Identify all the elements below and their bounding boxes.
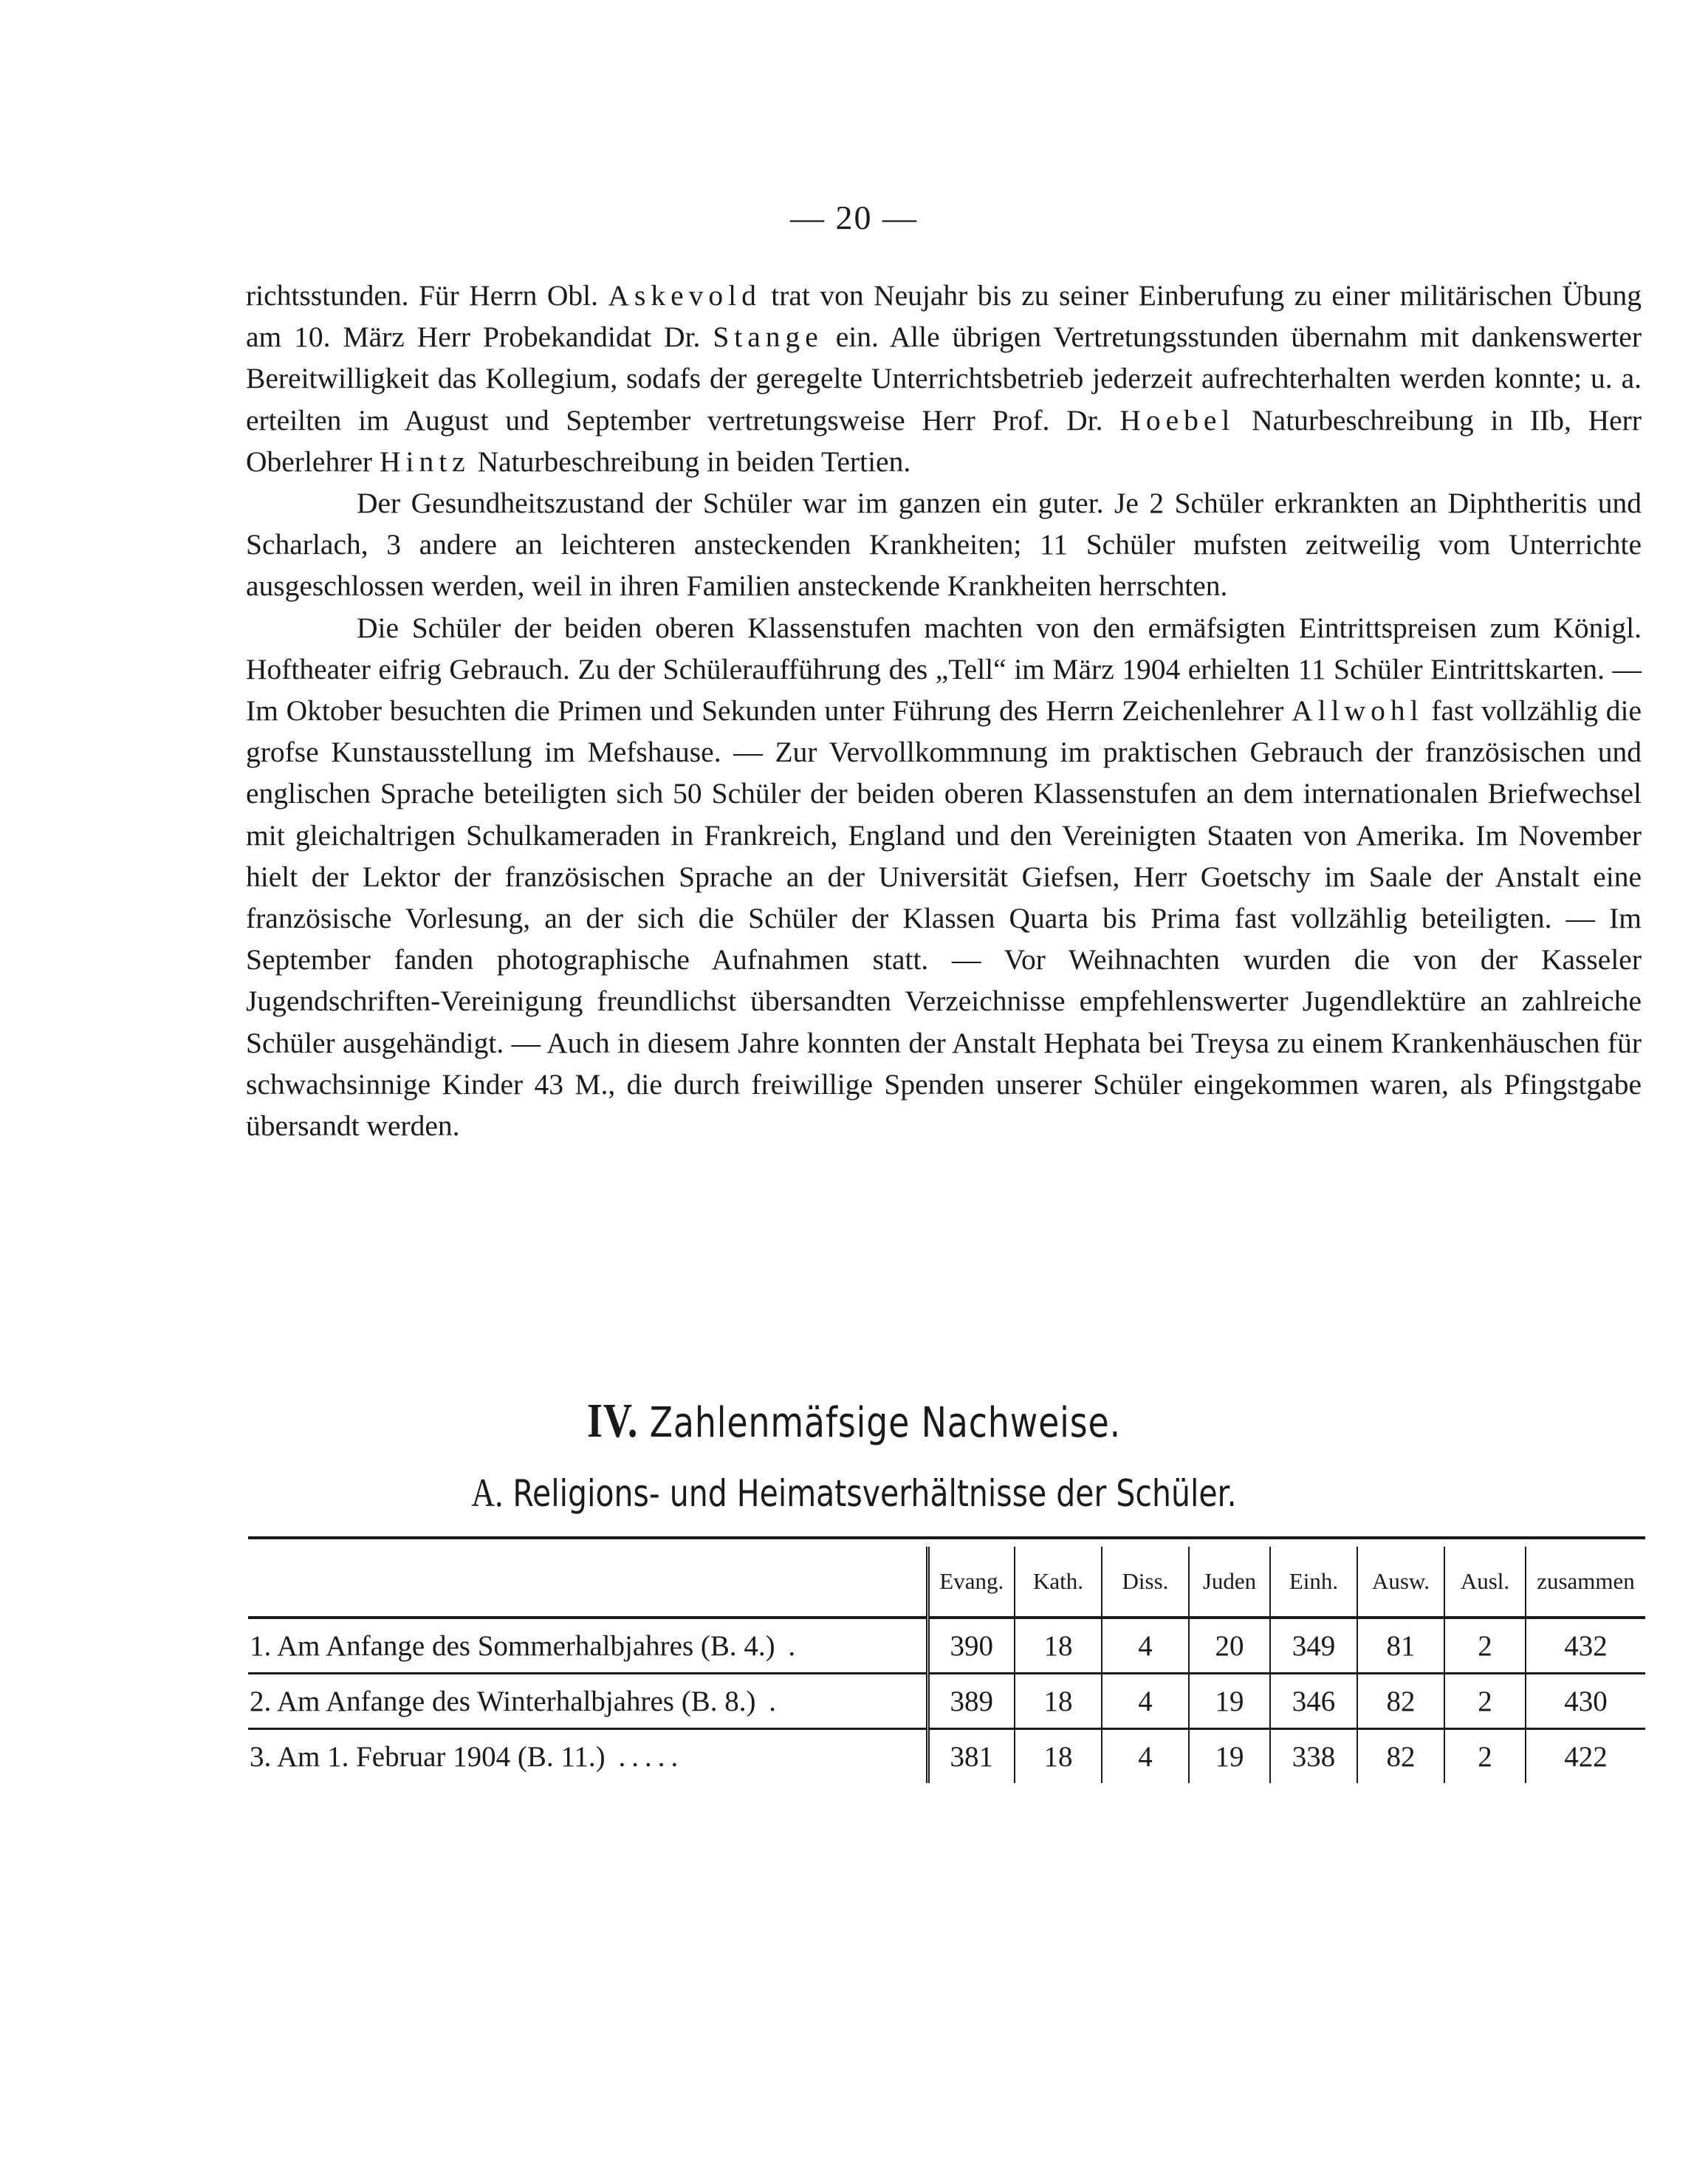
text-segment: Der Gesundheitszustand der Schüler war im ganzen ein guter. Je 2 Schüler erkrankten an Diphtheritis und Scharlach, 3 andere an leichteren ansteckenden Krankheiten; 11 Schüler mufsten zeitweilig vom Unterrichte ausgeschlossen werden, weil in ihren Familien ansteckende Krankheiten herrschten. — [246, 487, 1642, 603]
name-spaced: Hintz — [379, 445, 470, 478]
table-cell: 81 — [1357, 1618, 1444, 1674]
table-cell: 349 — [1270, 1618, 1357, 1674]
table-cell: 430 — [1526, 1674, 1645, 1729]
section-roman-numeral: IV. — [587, 1394, 639, 1448]
section-heading — [154, 1393, 1554, 1449]
table-header-cell: Evang. — [927, 1547, 1015, 1618]
table-cell: 4 — [1102, 1674, 1189, 1729]
name-spaced: Stange — [713, 321, 823, 354]
section-title: Zahlenmäfsige Nachweise. — [649, 1399, 1121, 1447]
table-cell: 432 — [1526, 1618, 1645, 1674]
table-cell: 2 — [1444, 1674, 1526, 1729]
name-spaced: Hoebel — [1119, 403, 1235, 437]
text-segment: fast vollzählig die grofse Kunstausstellung im Mefshause. — Zur Vervollkommnung im praktischen Gebrauch der französischen und englischen Sprache beteiligten sich 50 Schüler der beiden oberen Klassenstufen an dem internationalen Briefwechsel mit gleichaltrigen Schulkameraden in Frankreich, England und den Vereinigten Staaten von Amerika. Im November hielt der Lektor der französischen Sprache an der Universität Giefsen, Herr Goetschy im Saale der Anstalt eine französische Vorlesung, an der sich die Schüler der Klassen Quarta bis Prima fast vollzählig beteiligten. — Im September fanden photographische Aufnahmen statt. — Vor Weihnachten wurden die von der Kasseler Jugendschriften-Vereinigung freundlichst übersandten Verzeichnisse empfehlenswerter Jugendlektüre an zahlreiche Schüler ausgehändigt. — Auch in diesem Jahre konnten der Anstalt Hephata bei Treysa zu einem Krankenhäuschen für schwachsinnige Kinder 43 M., die durch freiwillige Spenden unserer Schüler eingekommen waren, als Pfingstgabe übersandt werden. — [246, 694, 1642, 1143]
table-cell: 2 — [1444, 1618, 1526, 1674]
table-cell: 4 — [1102, 1729, 1189, 1784]
text-segment: richtsstunden. Für Herrn Obl. — [246, 279, 608, 312]
table-top-rule — [248, 1536, 1645, 1539]
paragraph — [246, 607, 1642, 1147]
table-cell: 346 — [1270, 1674, 1357, 1729]
table-cell: 18 — [1015, 1729, 1102, 1784]
table-row — [248, 1618, 1645, 1674]
table-row — [248, 1674, 1645, 1729]
text-segment: ein. Alle übrigen Vertretungsstunden übernahm mit dankenswerter Bereitwilligkeit das Kollegium, sodafs der geregelte Unterrichtsbetrieb jederzeit aufrechterhalten werden konnte; u. a. erteilten im August und September vertretungsweise Herr Prof. Dr. — [246, 321, 1642, 437]
row-label-text: 2. Am Anfange des Winterhalbjahres (B. 8.) — [250, 1685, 756, 1717]
table-header-cell: Juden — [1189, 1547, 1270, 1618]
name-spaced: Askevold — [608, 279, 761, 312]
table-cell: 82 — [1357, 1729, 1444, 1784]
subsection-title: Religions- und Heimatsverhältnisse der Schüler. — [512, 1472, 1237, 1515]
subsection-heading — [154, 1470, 1554, 1516]
table-cell: 381 — [927, 1729, 1015, 1784]
table-cell: 389 — [927, 1674, 1015, 1729]
row-label — [248, 1618, 927, 1674]
page-number: — 20 — — [790, 199, 918, 236]
table-header-cell: Ausl. — [1444, 1547, 1526, 1618]
table-cell: 18 — [1015, 1618, 1102, 1674]
table-header-cell: Kath. — [1015, 1547, 1102, 1618]
table-cell: 422 — [1526, 1729, 1645, 1784]
table-cell: 18 — [1015, 1674, 1102, 1729]
table-row — [248, 1729, 1645, 1784]
body-text — [246, 275, 1642, 1146]
paragraph — [246, 482, 1642, 607]
table-header-cell: Einh. — [1270, 1547, 1357, 1618]
table-header-row — [248, 1547, 1645, 1618]
row-leader-dots: . — [775, 1629, 802, 1662]
row-label-text: 3. Am 1. Februar 1904 (B. 11.) — [250, 1740, 606, 1773]
religion-table — [248, 1547, 1645, 1783]
text-segment: Naturbeschreibung in IIb, Herr Oberlehrer — [246, 403, 1642, 478]
table-cell: 20 — [1189, 1618, 1270, 1674]
table-cell: 19 — [1189, 1674, 1270, 1729]
subsection-letter: A. — [471, 1471, 504, 1515]
table-header-cell: Diss. — [1102, 1547, 1189, 1618]
row-leader-dots: ..... — [605, 1740, 685, 1773]
name-spaced: Allwohl — [1292, 694, 1424, 728]
text-segment: Die Schüler der beiden oberen Klassenstufen machten von den ermäfsigten Eintrittspreisen zum Königl. Hoftheater eifrig Gebrauch. Zu der Schüleraufführung des „Tell“ im März 1904 erhielten 11 Schüler Eintrittskarten. — Im Oktober besuchten die Primen und Sekunden unter Führung des Herrn Zeichenlehrer — [246, 611, 1642, 728]
table-cell: 390 — [927, 1618, 1015, 1674]
paragraph — [246, 275, 1642, 482]
text-segment: Naturbeschreibung in beiden Tertien. — [470, 445, 911, 478]
table-cell: 4 — [1102, 1618, 1189, 1674]
table-header-cell: zusammen — [1526, 1547, 1645, 1618]
row-label — [248, 1674, 927, 1729]
row-leader-dots: . — [755, 1685, 782, 1717]
row-label-text: 1. Am Anfange des Sommerhalbjahres (B. 4.) — [250, 1629, 775, 1662]
table-header-cell: Ausw. — [1357, 1547, 1444, 1618]
text-segment: trat von Neujahr bis zu seiner Einberufung zu einer militärischen Übung am 10. März Herr Probekandidat Dr. — [246, 279, 1642, 354]
religion-table-container — [248, 1536, 1645, 1783]
table-cell: 2 — [1444, 1729, 1526, 1784]
table-cell: 19 — [1189, 1729, 1270, 1784]
table-cell: 338 — [1270, 1729, 1357, 1784]
table-header-label — [248, 1547, 927, 1618]
row-label — [248, 1729, 927, 1784]
table-cell: 82 — [1357, 1674, 1444, 1729]
